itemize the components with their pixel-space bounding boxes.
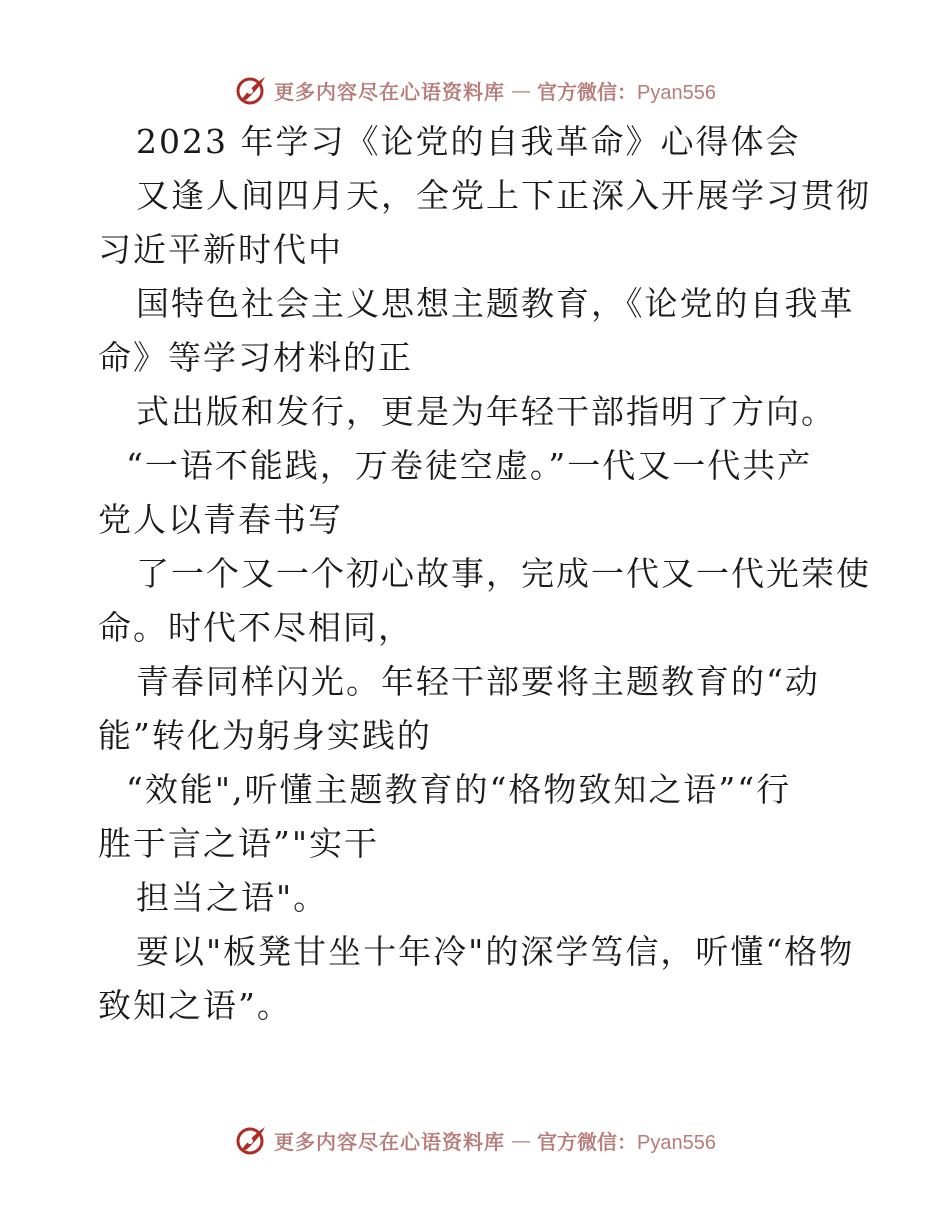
watermark-account	[537, 1126, 716, 1155]
paragraph-line: “效能",听懂主题教育的“格物致知之语”“行	[126, 770, 792, 809]
watermark-separator: —	[511, 78, 532, 102]
paragraph-line: 能”转化为躬身实践的	[98, 716, 432, 755]
paragraph-line: 致知之语”。	[98, 986, 292, 1025]
quill-logo-icon	[234, 73, 268, 107]
paragraph-line: 国特色社会主义思想主题教育，《论党的自我革	[136, 284, 855, 323]
paragraph-line: “一语不能践，万卷徒空虚。”一代又一代共产	[126, 446, 813, 485]
paragraph-line: 青春同样闪光。年轻干部要将主题教育的“动	[136, 662, 820, 701]
watermark-account-label: 官方微信：	[537, 1129, 638, 1154]
watermark-text: 更多内容尽在心语资料库	[274, 1129, 506, 1154]
document-body	[98, 122, 871, 1026]
paragraph-line: 党人以青春书写	[98, 500, 343, 539]
paragraph-line: 习近平新时代中	[98, 230, 343, 269]
watermark-account	[537, 76, 716, 105]
watermark-account-id: Pyan556	[637, 1131, 716, 1154]
paragraph-line: 式出版和发行，更是为年轻干部指明了方向。	[136, 392, 836, 431]
footer-watermark	[0, 1120, 950, 1160]
paragraph-line: 胜于言之语”"实干	[98, 824, 380, 863]
watermark-text: 更多内容尽在心语资料库	[274, 79, 506, 104]
paragraph-line: 命。时代不尽相同，	[98, 608, 413, 647]
watermark-account-id: Pyan556	[637, 81, 716, 104]
paragraph-line: 命》等学习材料的正	[98, 338, 413, 377]
quill-logo-icon	[234, 1123, 268, 1157]
paragraph-line: 担当之语"。	[136, 878, 329, 917]
watermark-separator: —	[511, 1128, 532, 1152]
document-title: 2023 年学习《论党的自我革命》心得体会	[136, 122, 801, 161]
paragraph-line: 又逢人间四月天，全党上下正深入开展学习贯彻	[136, 176, 871, 215]
watermark-account-label: 官方微信：	[537, 79, 638, 104]
paragraph-line: 了一个又一个初心故事，完成一代又一代光荣使	[136, 554, 871, 593]
header-watermark	[0, 70, 950, 110]
paragraph-line: 要以"板凳甘坐十年冷"的深学笃信，听懂“格物	[136, 932, 855, 971]
